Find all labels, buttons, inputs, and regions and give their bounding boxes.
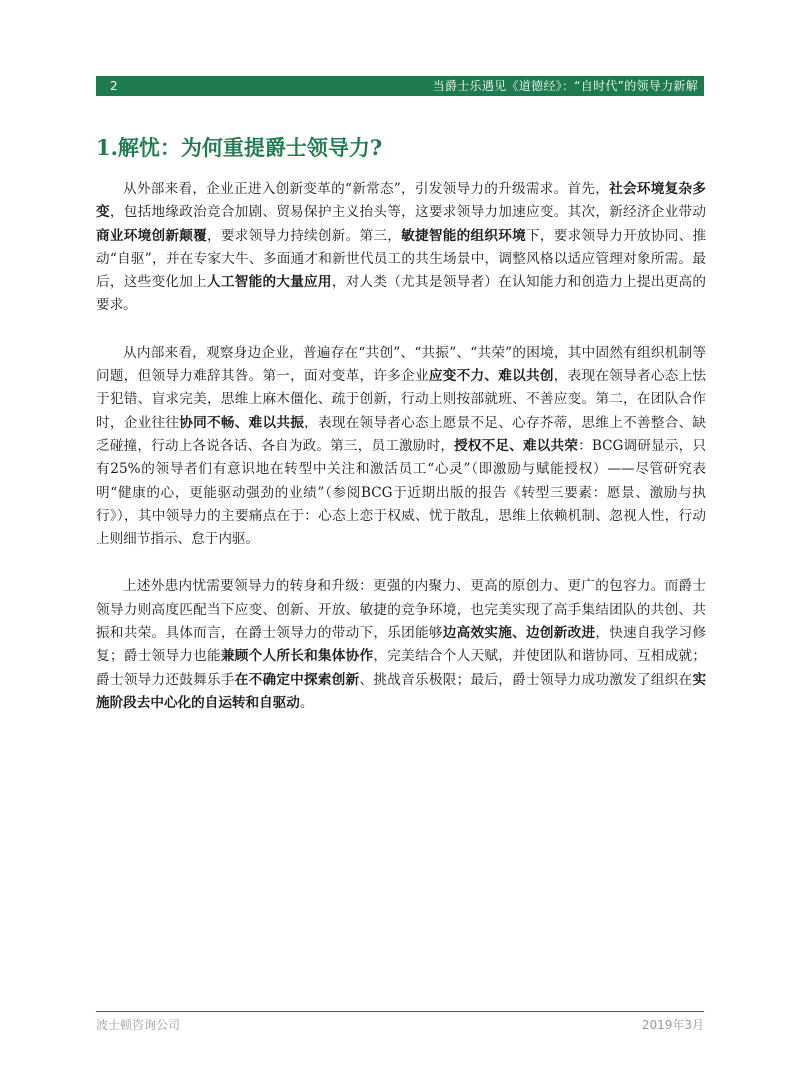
paragraph-text: ，对人类（尤其是领导者）在认知能力和创造力上提出更高的要求。: [96, 274, 707, 314]
paragraph: [96, 342, 706, 552]
paragraph-text: 从内部来看，观察身边企业，普遍存在“共创”、“共振”、“共荣”的困境，其中固然有组织机制等问题，但领导力难辞其咎。第一，面对变革，许多企业: [96, 344, 706, 385]
paragraph-text: ：BCG调研显示，只有25%的领导者们有意识地在转型中关注和激活员工“心灵”（即激励与赋能授权）——尽管研究表明“健康的心，更能驱动强劲的业绩”（参阅BCG于近期出版的报告《转型三要素：愿景、激励与执行》），其中领导力的主要痛点在于：心态上恋于权威、忧于散乱，思维上依赖机制、忽视人性，行动上则细节指示、怠于内驱。: [96, 437, 706, 548]
section-title: 1.解忧：为何重提爵士领导力?: [96, 135, 383, 160]
emphasis-text: 应变不力、难以共创: [428, 368, 554, 385]
emphasis-text: 兼顾个人所长和集体协作: [220, 648, 374, 665]
paragraph-text: 。: [299, 694, 314, 711]
emphasis-text: 在不确定中探索创新: [234, 671, 360, 688]
footer-divider: [96, 1011, 704, 1012]
paragraph-text: ，表现在领导者心态上愿景不足、心存芥蒂，思维上不善整合、缺乏碰撞，行动上各说各话、各自为政。第三，员工激励时，: [96, 414, 707, 454]
footer-date: 2019年3月: [641, 1018, 704, 1032]
paragraph-text: ，完美结合个人天赋，并使团队和谐协同、互相成就；爵士领导力还鼓舞乐手: [96, 648, 707, 688]
emphasis-text: 边高效实施、边创新改进: [442, 625, 596, 642]
emphasis-text: 敏捷智能的组织环境: [401, 227, 526, 244]
emphasis-text: 商业环境创新颠覆: [96, 227, 207, 244]
paragraph-text: 下，要求领导力开放协同、推动“自驱”，并在专家大牛、多面通才和新世代员工的共生场景中，调整风格以适应管理对象所需。最后，这些变化加上: [96, 227, 707, 291]
emphasis-text: 人工智能的大量应用: [206, 274, 332, 291]
emphasis-text: 实施阶段去中心化的自运转和自驱动: [96, 671, 707, 711]
paragraph-text: 、挑战音乐极限；最后，爵士领导力成功激发了组织在: [359, 671, 693, 688]
paragraph-text: ，表现在领导者心态上怯于犯错、盲求完美，思维上麻木僵化、疏于创新，行动上则按部就班、不善应变。第二，在团队合作时，企业往往: [96, 368, 707, 431]
body-text: [96, 178, 706, 739]
paragraph: [96, 575, 706, 715]
footer-company: 波士顿咨询公司: [96, 1018, 181, 1032]
paragraph-text: ，包括地缘政治竞合加剧、贸易保护主义抬头等，这要求领导力加速应变。其次，新经济企业带动: [109, 204, 707, 221]
emphasis-text: 社会环境复杂多变: [96, 181, 706, 221]
paragraph-text: ，要求领导力持续创新。第三，: [206, 227, 402, 244]
paragraph-text: 从外部来看，企业正进入创新变革的“新常态”，引发领导力的升级需求。首先，: [123, 181, 610, 197]
paragraph-text: ，快速自我学习修复；爵士领导力也能: [96, 625, 707, 665]
emphasis-text: 授权不足、难以共荣: [454, 437, 579, 454]
paragraph: [96, 178, 706, 318]
paragraph-text: 上述外患内忧需要领导力的转身和升级：更强的内聚力、更高的原创力、更广的包容力。而爵士领导力则高度匹配当下应变、创新、开放、敏捷的竞争环境，也完美实现了高手集结团队的共创、共振和共荣。具体而言，在爵士领导力的带动下，乐团能够: [96, 578, 706, 642]
emphasis-text: 协同不畅、难以共振: [179, 414, 305, 431]
document-title: 当爵士乐遇见《道德经》：“自时代”的领导力新解: [432, 79, 698, 93]
header-bar: [96, 76, 704, 96]
page-number: 2: [110, 79, 118, 93]
